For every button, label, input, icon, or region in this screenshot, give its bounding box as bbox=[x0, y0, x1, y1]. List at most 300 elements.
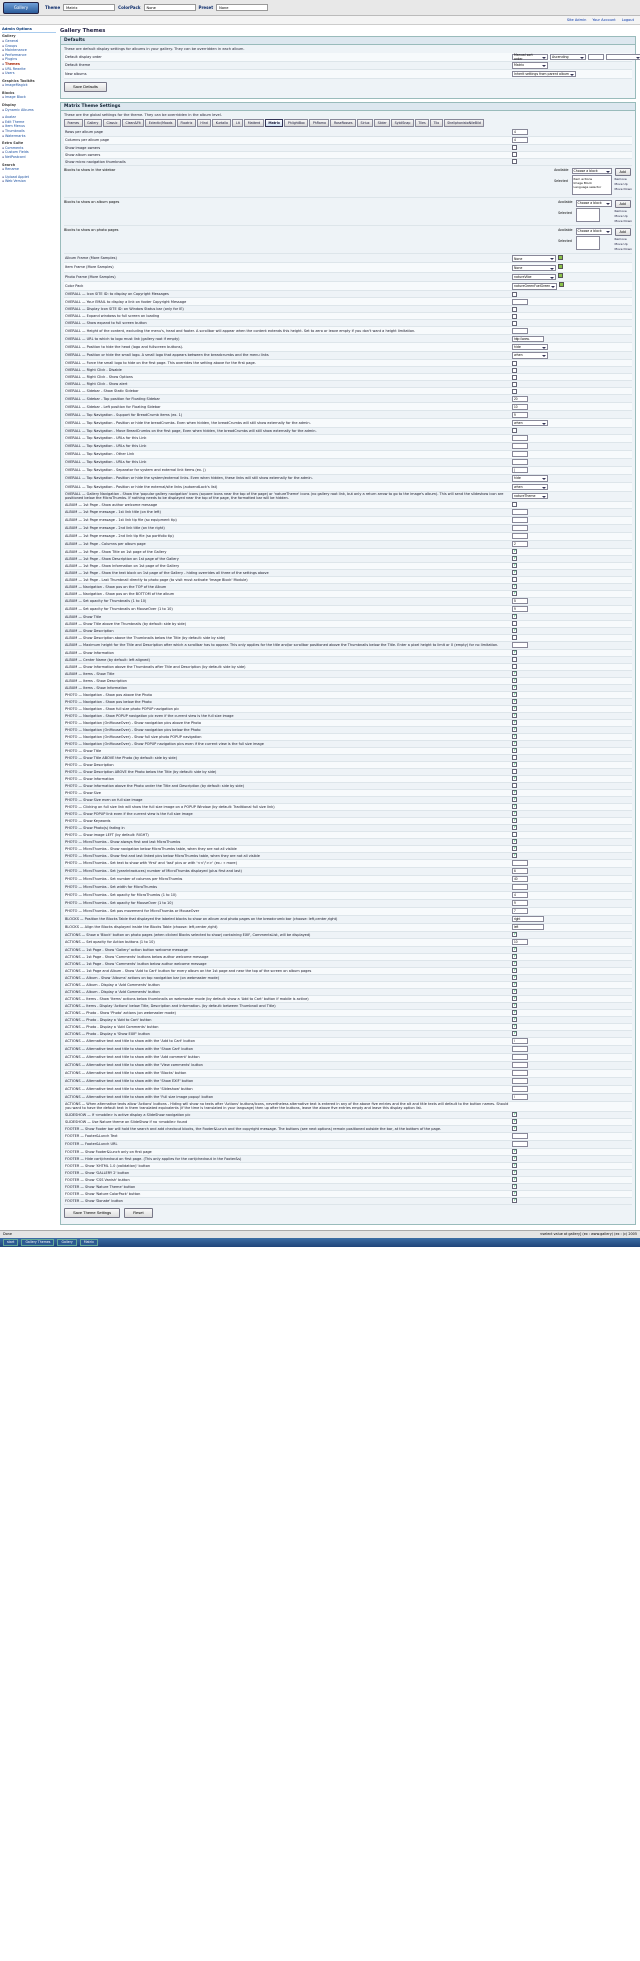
sidebar-item-custom-fields[interactable]: ▪ Custom Fields bbox=[2, 150, 56, 155]
sidebar-item-url-rewrite[interactable]: ▪ URL Rewrite bbox=[2, 67, 56, 72]
tab-roserosses[interactable]: RoseRosses bbox=[330, 119, 356, 127]
checkbox[interactable] bbox=[512, 1149, 517, 1154]
tab-hind[interactable]: Hind bbox=[197, 119, 211, 127]
setting-label: OVERALL — Top Navigation - Position or hide the system/external links. Even when hidden, these links will still show externally for the admin. bbox=[65, 476, 313, 481]
text-input[interactable] bbox=[512, 924, 544, 930]
checkbox[interactable] bbox=[512, 741, 517, 746]
setting-control bbox=[512, 389, 632, 394]
checkbox[interactable] bbox=[512, 685, 517, 690]
setting-control bbox=[512, 328, 632, 334]
sidebar-item-item-menus[interactable]: ▪ Item Menus bbox=[2, 124, 56, 129]
checkbox[interactable] bbox=[512, 584, 517, 589]
text-input[interactable] bbox=[512, 451, 528, 457]
checkbox[interactable] bbox=[512, 968, 517, 973]
checkbox[interactable] bbox=[512, 145, 517, 150]
checkbox[interactable] bbox=[512, 314, 517, 319]
setting-label: ACTIONS — Items - Show 'Items' actions below thumbnails on webmaster mode (by default: show a 'Add to Cart' button if mobile is active) bbox=[65, 996, 309, 1001]
text-input[interactable] bbox=[512, 1133, 528, 1139]
setting-control bbox=[512, 860, 632, 866]
sidebar-item-web-version[interactable]: ▪ Web Version bbox=[2, 179, 56, 184]
checkbox[interactable] bbox=[512, 671, 517, 676]
remove-button[interactable]: Remove bbox=[614, 237, 627, 241]
setting-row bbox=[64, 1003, 632, 1010]
checkbox[interactable] bbox=[512, 706, 517, 711]
setting-row bbox=[64, 145, 632, 152]
checkbox[interactable] bbox=[512, 975, 517, 980]
dropdown[interactable]: hide bbox=[512, 475, 548, 482]
add-block-button[interactable]: Add bbox=[615, 200, 631, 208]
checkbox[interactable] bbox=[512, 307, 517, 312]
setting-label: OVERALL — Top Navigation - URLs for this Link bbox=[65, 444, 147, 448]
setting-row bbox=[64, 755, 632, 762]
preset-select[interactable]: None bbox=[512, 255, 556, 262]
checkbox[interactable] bbox=[512, 825, 517, 830]
setting-label: ALBUM — 1st Page message - 1st link tip file (so equipment tip) bbox=[65, 518, 177, 522]
setting-label: ALBUM — Items - Show Title bbox=[65, 671, 115, 676]
preset-select[interactable]: natureVibe bbox=[512, 274, 556, 281]
checkbox[interactable] bbox=[512, 961, 517, 966]
move-down-button[interactable]: Move Down bbox=[614, 219, 632, 223]
setting-row bbox=[64, 1046, 632, 1054]
tab-gallery[interactable]: Gallery bbox=[84, 119, 102, 127]
sidebar-item-themes[interactable]: ▪ Themes bbox=[2, 62, 56, 67]
text-input[interactable] bbox=[512, 1094, 528, 1100]
add-block-button[interactable]: Add bbox=[615, 168, 631, 176]
setting-row bbox=[64, 989, 632, 996]
sidebar-item-maintenance[interactable]: ▪ Maintenance bbox=[2, 48, 56, 53]
checkbox[interactable] bbox=[512, 699, 517, 704]
setting-control bbox=[512, 1062, 632, 1068]
checkbox[interactable] bbox=[512, 783, 517, 788]
checkbox[interactable] bbox=[512, 1184, 517, 1189]
setting-row bbox=[64, 769, 632, 776]
text-input[interactable] bbox=[512, 892, 528, 898]
taskbar-item-gallery-themes[interactable]: Gallery Themes bbox=[21, 1239, 54, 1246]
setting-row bbox=[64, 678, 632, 685]
sidebar-item-comments[interactable]: ▪ Comments bbox=[2, 146, 56, 151]
taskbar-start-button[interactable]: start bbox=[3, 1239, 18, 1246]
checkbox[interactable] bbox=[512, 804, 517, 809]
text-input[interactable] bbox=[512, 396, 528, 402]
setting-control bbox=[512, 1149, 632, 1154]
text-input[interactable] bbox=[512, 606, 528, 612]
sidebar-item-avatar[interactable]: ▪ Avatar bbox=[2, 115, 56, 120]
available-blocks-select[interactable]: Choose a block bbox=[576, 228, 612, 235]
text-input[interactable] bbox=[512, 541, 528, 547]
setting-control bbox=[512, 650, 632, 655]
text-input[interactable] bbox=[512, 916, 544, 922]
checkbox[interactable] bbox=[512, 159, 517, 164]
reset-button[interactable]: Reset bbox=[124, 1208, 152, 1218]
list-item[interactable]: Image Block bbox=[573, 181, 592, 185]
setting-row bbox=[64, 1112, 632, 1119]
text-input[interactable] bbox=[512, 517, 528, 523]
setting-control bbox=[512, 420, 632, 427]
sidebar-item-users[interactable]: ▪ Users bbox=[2, 71, 56, 76]
checkbox[interactable] bbox=[512, 1126, 517, 1131]
sidebar-group-title: Display bbox=[2, 103, 16, 108]
setting-row bbox=[64, 876, 632, 884]
checkbox[interactable] bbox=[512, 727, 517, 732]
checkbox[interactable] bbox=[512, 664, 517, 669]
list-item[interactable]: Item actions bbox=[573, 177, 593, 181]
sidebar-item-performance[interactable]: ▪ Performance bbox=[2, 53, 56, 58]
checkbox[interactable] bbox=[512, 375, 517, 380]
setting-row bbox=[64, 306, 632, 313]
checkbox[interactable] bbox=[512, 839, 517, 844]
taskbar-item-matrix[interactable]: Matrix bbox=[80, 1239, 98, 1246]
tab-frames[interactable]: Frames bbox=[64, 119, 83, 127]
setting-row bbox=[64, 996, 632, 1003]
checkbox[interactable] bbox=[512, 614, 517, 619]
checkbox[interactable] bbox=[512, 650, 517, 655]
text-input[interactable] bbox=[512, 1078, 528, 1084]
setting-label: PHOTO — Navigation - Show pos above the Photo bbox=[65, 692, 153, 697]
checkbox[interactable] bbox=[512, 776, 517, 781]
setting-label: ACTIONS — Album - Show 'Albums' actions on top navigation bar (on webmaster mode) bbox=[65, 975, 219, 980]
setting-control bbox=[512, 591, 632, 596]
preset-select[interactable]: natureGreenFuelGreen bbox=[512, 283, 557, 290]
setting-label: BLOCKS — Position the Blocks Table that displayed the labeled blocks to show on album and photo pages on the breadcrumb bar (choose: left,center,right) bbox=[65, 917, 338, 921]
checkbox[interactable] bbox=[512, 382, 517, 387]
checkbox[interactable] bbox=[512, 321, 517, 326]
dropdown[interactable]: when bbox=[512, 484, 548, 491]
sidebar-item-imagemagick[interactable]: ▪ ImageMagick bbox=[2, 83, 56, 88]
setting-label: PHOTO — Show Description ABOVE the Photo below the Title (by default: side by side) bbox=[65, 769, 217, 774]
tab-matterd[interactable]: Matterd bbox=[244, 119, 263, 127]
checkbox[interactable] bbox=[512, 563, 517, 568]
text-input[interactable] bbox=[512, 876, 528, 882]
checkbox[interactable] bbox=[512, 811, 517, 816]
setting-row bbox=[64, 741, 632, 748]
selected-blocks-list[interactable] bbox=[572, 175, 612, 195]
checkbox[interactable] bbox=[512, 1170, 517, 1175]
sidebar-item-dynamic-albums[interactable]: ▪ Dynamic Albums bbox=[2, 108, 56, 113]
text-input[interactable] bbox=[512, 299, 528, 305]
dropdown[interactable]: natureTheme bbox=[512, 493, 548, 500]
move-down-button[interactable]: Move Down bbox=[614, 186, 632, 191]
save-defaults-button[interactable]: Save Defaults bbox=[64, 82, 107, 92]
setting-control bbox=[512, 614, 632, 619]
selected-blocks-list[interactable] bbox=[576, 236, 600, 250]
checkbox[interactable] bbox=[512, 790, 517, 795]
setting-control bbox=[512, 783, 632, 788]
checkbox[interactable] bbox=[512, 292, 517, 297]
setting-control bbox=[512, 451, 632, 457]
checkbox[interactable] bbox=[512, 762, 517, 767]
checkbox[interactable] bbox=[512, 1163, 517, 1168]
sidebar-group-title: Gallery bbox=[2, 34, 16, 39]
checkbox[interactable] bbox=[512, 502, 517, 507]
menu-site-admin[interactable]: Site Admin bbox=[566, 18, 587, 22]
setting-label: ALBUM — 1st Page - Last Thumbnail directly to photo page (to visit must activate 'Image Block' Module) bbox=[65, 577, 248, 582]
text-input[interactable] bbox=[512, 129, 528, 135]
checkbox[interactable] bbox=[512, 932, 517, 937]
checkbox[interactable] bbox=[512, 818, 517, 823]
text-input[interactable] bbox=[512, 533, 528, 539]
setting-control bbox=[512, 509, 632, 515]
setting-label: OVERALL — Top Navigation - Other Link bbox=[65, 452, 135, 456]
setting-row bbox=[64, 598, 632, 606]
sidebar-item-thumbnails[interactable]: ▪ Thumbnails bbox=[2, 129, 56, 134]
text-input[interactable] bbox=[512, 137, 528, 143]
dropdown[interactable]: when bbox=[512, 352, 548, 359]
tab-sybilsnap[interactable]: SybilSnap bbox=[391, 119, 414, 127]
checkbox[interactable] bbox=[512, 389, 517, 394]
setting-label: OVERALL — URL to which to logo must link (gallery root if empty) bbox=[65, 336, 180, 341]
text-input[interactable] bbox=[512, 1046, 528, 1052]
setting-row bbox=[64, 982, 632, 989]
setting-control bbox=[512, 748, 632, 753]
checkbox[interactable] bbox=[512, 989, 517, 994]
checkbox[interactable] bbox=[512, 982, 517, 987]
setting-control bbox=[512, 908, 632, 914]
sidebar-item-general[interactable]: ▪ General bbox=[2, 39, 56, 44]
checkbox[interactable] bbox=[512, 769, 517, 774]
tab-kurtalla[interactable]: Kurtalla bbox=[212, 119, 231, 127]
preset-select[interactable]: None bbox=[512, 265, 556, 272]
checkbox[interactable] bbox=[512, 853, 517, 858]
display-order-extra-select[interactable] bbox=[606, 54, 640, 61]
field-value-colorpack[interactable]: None bbox=[144, 4, 196, 11]
sidebar-item-rename[interactable]: ▪ Rename bbox=[2, 167, 56, 172]
setting-label: Rows per album page bbox=[65, 130, 103, 134]
checkbox[interactable] bbox=[512, 621, 517, 626]
checkbox[interactable] bbox=[512, 577, 517, 582]
text-input[interactable] bbox=[512, 1054, 528, 1060]
setting-control bbox=[512, 404, 632, 410]
text-input[interactable] bbox=[512, 868, 528, 874]
setting-label: ACTIONS — Show a 'Block' button on photo pages (when clicked Blocks selected to show) containing EXIF, CommentsList, will be displayed) bbox=[65, 932, 311, 937]
display-order-extra-input[interactable] bbox=[588, 54, 604, 60]
setting-label: ALBUM — Center Name (by default: left aligned) bbox=[65, 657, 150, 662]
text-input[interactable] bbox=[512, 1062, 528, 1068]
tab-slider[interactable]: Slider bbox=[374, 119, 390, 127]
tab-lit[interactable]: Lit bbox=[232, 119, 243, 127]
text-input[interactable] bbox=[512, 435, 528, 441]
checkbox[interactable] bbox=[512, 947, 517, 952]
setting-control bbox=[512, 584, 632, 589]
checkbox[interactable] bbox=[512, 692, 517, 697]
setting-row bbox=[64, 381, 632, 388]
sidebar-item-plugins[interactable]: ▪ Plugins bbox=[2, 57, 56, 62]
setting-row bbox=[64, 475, 632, 484]
text-input[interactable] bbox=[512, 642, 528, 648]
menu-your-account[interactable]: Your Account bbox=[592, 18, 616, 22]
setting-label: OVERALL — Force the small logo to hide on the first page. This overrides the setting above for the first page. bbox=[65, 361, 256, 365]
move-up-button[interactable]: Move Up bbox=[614, 242, 628, 246]
new-albums-label: New albums bbox=[65, 71, 87, 76]
text-input[interactable] bbox=[512, 939, 528, 945]
checkbox[interactable] bbox=[512, 1177, 517, 1182]
setting-row bbox=[64, 129, 632, 137]
tab-tiles[interactable]: Tiles bbox=[415, 119, 429, 127]
text-input[interactable] bbox=[512, 459, 528, 465]
text-input[interactable] bbox=[512, 908, 528, 914]
setting-row bbox=[64, 1054, 632, 1062]
setting-row bbox=[64, 395, 632, 403]
tab-siriux[interactable]: Siriux bbox=[357, 119, 373, 127]
setting-row bbox=[64, 606, 632, 614]
checkbox[interactable] bbox=[512, 832, 517, 837]
tab-clean-fit[interactable]: Clean&Fit bbox=[122, 119, 144, 127]
tab-eclectic-moods[interactable]: Eclectic/Moods bbox=[145, 119, 176, 127]
setting-row bbox=[64, 320, 632, 327]
checkbox[interactable] bbox=[512, 713, 517, 718]
tab-tilo[interactable]: Tilo bbox=[430, 119, 443, 127]
text-input[interactable] bbox=[512, 1070, 528, 1076]
checkbox[interactable] bbox=[512, 1010, 517, 1015]
move-up-button[interactable]: Move Up bbox=[614, 181, 628, 186]
sidebar-item-upload-applet[interactable]: ▪ Upload Applet bbox=[2, 175, 56, 180]
setting-label: Color Pack bbox=[65, 283, 84, 288]
checkbox[interactable] bbox=[512, 797, 517, 802]
text-input[interactable] bbox=[512, 336, 544, 342]
tab-phrama[interactable]: PhRama bbox=[309, 119, 329, 127]
checkbox[interactable] bbox=[512, 549, 517, 554]
default-theme-select[interactable]: Matrix bbox=[512, 62, 548, 69]
checkbox[interactable] bbox=[512, 1003, 517, 1008]
text-input[interactable] bbox=[512, 1141, 528, 1147]
checkbox[interactable] bbox=[512, 1112, 517, 1117]
setting-row bbox=[64, 1094, 632, 1102]
setting-control bbox=[512, 336, 632, 342]
move-down-button[interactable]: Move Down bbox=[614, 247, 632, 251]
checkbox[interactable] bbox=[512, 428, 517, 433]
checkbox[interactable] bbox=[512, 846, 517, 851]
checkbox[interactable] bbox=[512, 1191, 517, 1196]
setting-label: ALBUM — 1st Page - Show Information on 1st page of the Gallery bbox=[65, 563, 180, 568]
available-blocks-select[interactable]: Choose a block bbox=[572, 168, 612, 175]
setting-control bbox=[512, 996, 632, 1001]
setting-label: SLIDESHOW — If <mobile> is active display a SlideShow navigation pic bbox=[65, 1112, 191, 1117]
field-value-theme[interactable]: Matrix bbox=[63, 4, 115, 11]
checkbox[interactable] bbox=[512, 1119, 517, 1124]
checkbox[interactable] bbox=[512, 1156, 517, 1161]
setting-control bbox=[512, 713, 632, 718]
text-input[interactable] bbox=[512, 900, 528, 906]
text-input[interactable] bbox=[512, 1038, 528, 1044]
setting-row bbox=[64, 291, 632, 298]
tab-shellphonistonilebild[interactable]: ShellphonistoNileBild bbox=[444, 119, 485, 127]
tab-phlightbox[interactable]: PhlightBox bbox=[284, 119, 308, 127]
block-buttons bbox=[615, 200, 633, 223]
status-right: <select value at gallery] (ex : www.gallery) (ex : (c) 2005 bbox=[539, 1232, 637, 1236]
setting-control bbox=[512, 282, 632, 289]
sidebar-item-netpostcard[interactable]: ▪ NetPostcard bbox=[2, 155, 56, 160]
sidebar-item-watermarks[interactable]: ▪ Watermarks bbox=[2, 134, 56, 139]
selected-blocks-list[interactable] bbox=[576, 208, 600, 222]
text-input[interactable] bbox=[512, 1086, 528, 1092]
setting-label: ALBUM — 1st Page message - 2nd link title (on the right) bbox=[65, 526, 165, 530]
checkbox[interactable] bbox=[512, 657, 517, 662]
sidebar-item-groups[interactable]: ▪ Groups bbox=[2, 44, 56, 49]
setting-control bbox=[512, 577, 632, 582]
tab-matrix[interactable]: Matrix bbox=[265, 119, 284, 127]
checkbox[interactable] bbox=[512, 734, 517, 739]
setting-row bbox=[64, 584, 632, 591]
setting-label: OVERALL — Position to hide the head (logo and fullscreen buttons). bbox=[65, 344, 184, 349]
setting-row bbox=[64, 411, 632, 419]
text-input[interactable] bbox=[512, 860, 528, 866]
setting-control bbox=[512, 832, 632, 837]
dropdown[interactable]: hide bbox=[512, 344, 548, 351]
checkbox[interactable] bbox=[512, 1017, 517, 1022]
block-controls bbox=[558, 228, 632, 251]
checkbox[interactable] bbox=[512, 954, 517, 959]
text-input[interactable] bbox=[512, 404, 528, 410]
checkbox[interactable] bbox=[512, 755, 517, 760]
setting-row bbox=[64, 1038, 632, 1046]
tab-floatrix[interactable]: Floatrix bbox=[177, 119, 196, 127]
list-item[interactable]: Language selector bbox=[573, 185, 602, 189]
move-up-button[interactable]: Move Up bbox=[614, 214, 628, 218]
checkbox[interactable] bbox=[512, 1198, 517, 1203]
color-swatch-icon bbox=[558, 264, 563, 269]
setting-control bbox=[512, 1046, 632, 1052]
taskbar-item-gallery[interactable]: Gallery bbox=[57, 1239, 76, 1246]
checkbox[interactable] bbox=[512, 748, 517, 753]
setting-row bbox=[64, 1024, 632, 1031]
checkbox[interactable] bbox=[512, 368, 517, 373]
dropdown[interactable]: when bbox=[512, 420, 548, 427]
available-blocks-select[interactable]: Choose a block bbox=[576, 200, 612, 207]
checkbox[interactable] bbox=[512, 1024, 517, 1029]
setting-label: ACTIONS — Album - Display a 'Add Comments' button bbox=[65, 989, 160, 994]
menu-logout[interactable]: Logout bbox=[621, 18, 634, 22]
tab-classic[interactable]: Classic bbox=[103, 119, 121, 127]
remove-button[interactable]: Remove bbox=[614, 209, 627, 213]
checkbox[interactable] bbox=[512, 628, 517, 633]
setting-row bbox=[64, 517, 632, 525]
text-input[interactable] bbox=[512, 525, 528, 531]
text-input[interactable] bbox=[512, 509, 528, 515]
checkbox[interactable] bbox=[512, 570, 517, 575]
display-order-select[interactable]: Manual sort order bbox=[512, 54, 548, 61]
checkbox[interactable] bbox=[512, 361, 517, 366]
add-block-button[interactable]: Add bbox=[615, 228, 631, 236]
text-input[interactable] bbox=[512, 443, 528, 449]
display-direction-select[interactable]: Ascending bbox=[550, 54, 586, 61]
setting-row bbox=[64, 367, 632, 374]
checkbox[interactable] bbox=[512, 720, 517, 725]
setting-label: OVERALL — Right Click - Show Options bbox=[65, 375, 133, 379]
sidebar-item-image-block[interactable]: ▪ Image Block bbox=[2, 95, 56, 100]
checkbox[interactable] bbox=[512, 1031, 517, 1036]
text-input[interactable] bbox=[512, 884, 528, 890]
text-input[interactable] bbox=[512, 328, 528, 334]
text-input[interactable] bbox=[512, 412, 528, 418]
setting-control bbox=[512, 876, 632, 882]
text-input[interactable] bbox=[512, 598, 528, 604]
checkbox[interactable] bbox=[512, 996, 517, 1001]
text-input[interactable] bbox=[512, 467, 528, 473]
setting-row bbox=[64, 159, 632, 166]
remove-button[interactable]: Remove bbox=[614, 176, 627, 181]
checkbox[interactable] bbox=[512, 556, 517, 561]
setting-row bbox=[64, 892, 632, 900]
setting-row bbox=[64, 734, 632, 741]
field-value-preset[interactable]: None bbox=[216, 4, 268, 11]
save-theme-settings-button[interactable]: Save Theme Settings bbox=[64, 1208, 120, 1218]
checkbox[interactable] bbox=[512, 152, 517, 157]
checkbox[interactable] bbox=[512, 635, 517, 640]
checkbox[interactable] bbox=[512, 591, 517, 596]
block-controls bbox=[554, 168, 632, 196]
new-albums-select[interactable]: Inherit settings from parent album bbox=[512, 71, 576, 78]
sidebar-item-edit-theme[interactable]: ▪ Edit Theme bbox=[2, 120, 56, 125]
checkbox[interactable] bbox=[512, 678, 517, 683]
